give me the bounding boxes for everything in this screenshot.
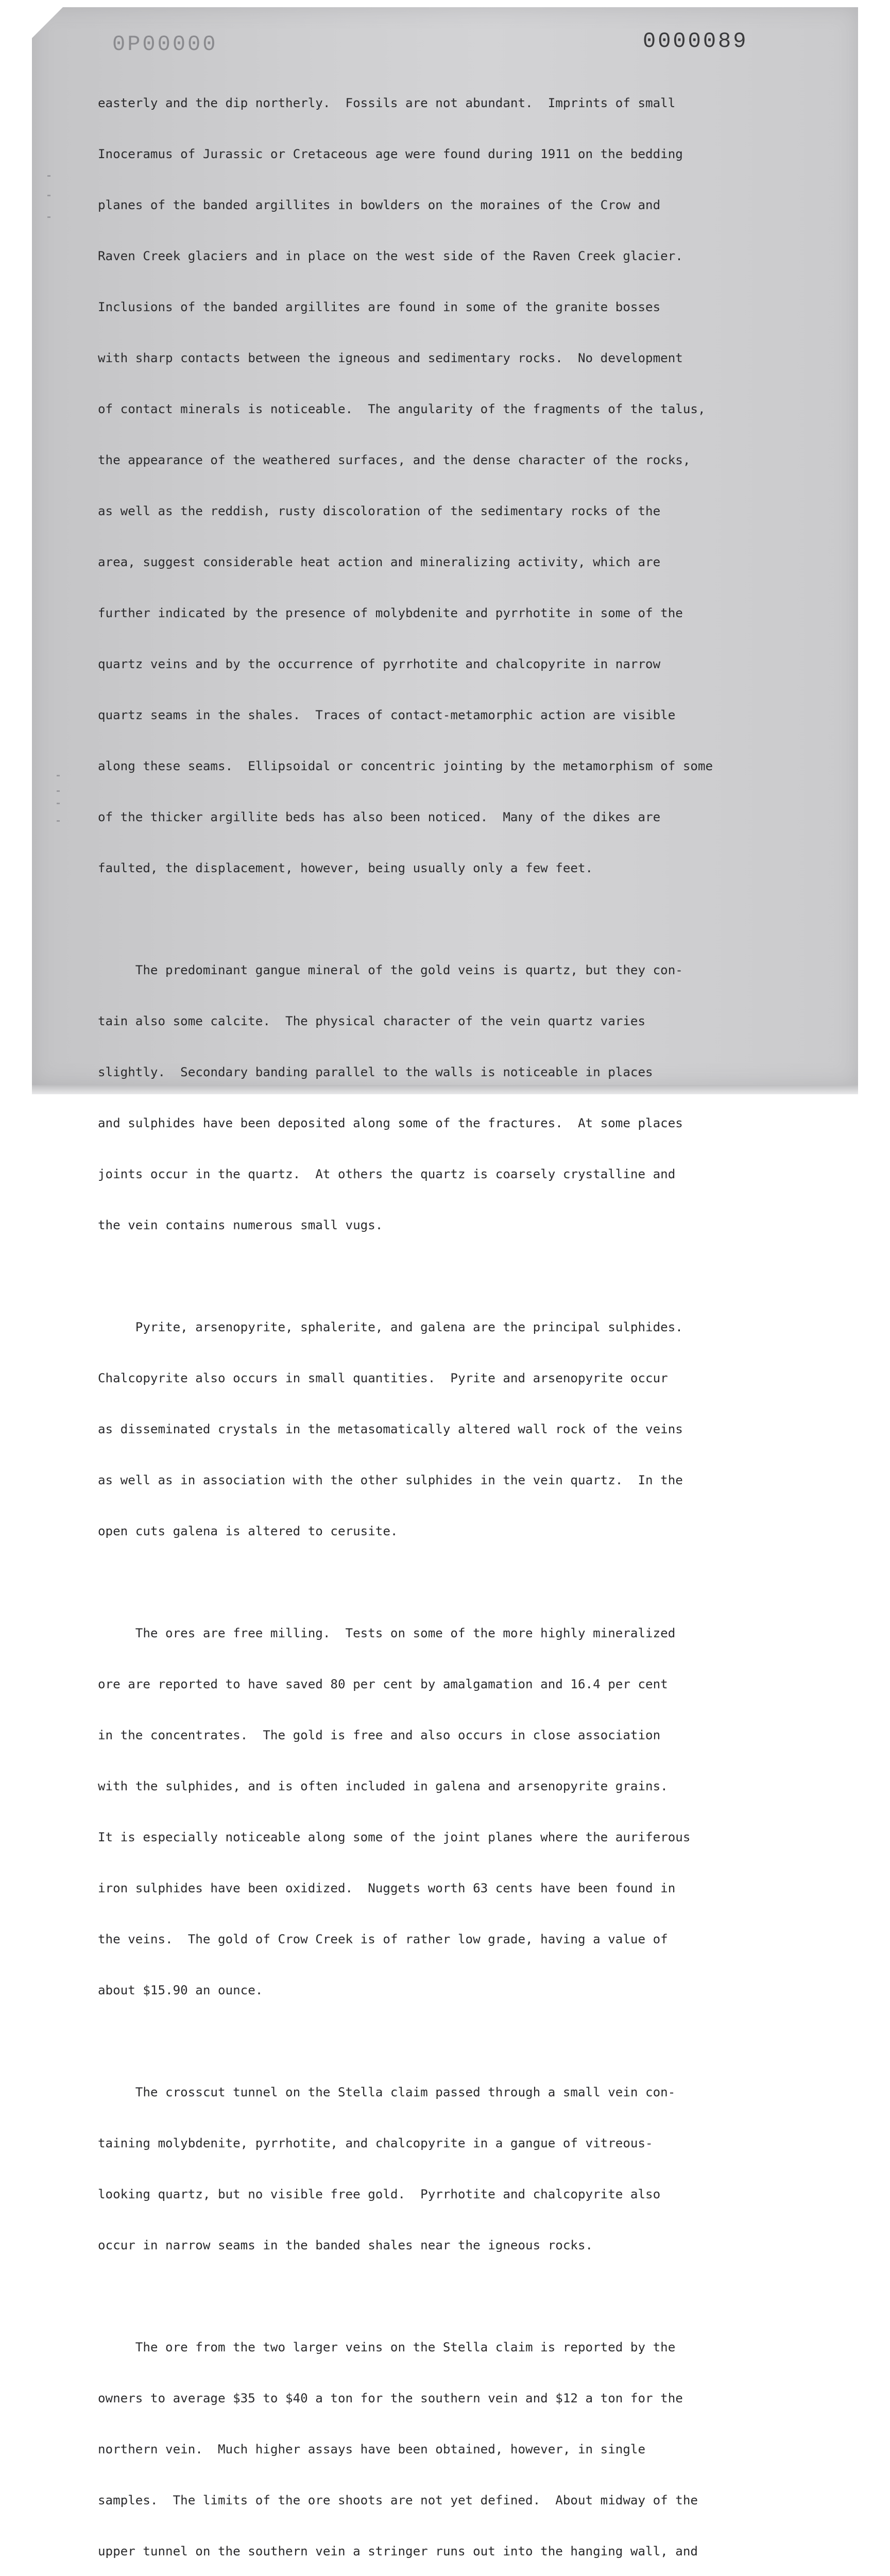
text-line: ore are reported to have saved 80 per cent by amalgamation and 16.4 per cent — [98, 1677, 668, 1691]
document-body — [98, 61, 809, 2576]
text-line: It is especially noticeable along some of the joint planes where the auriferous — [98, 1830, 691, 1844]
text-line: Inoceramus of Jurassic or Cretaceous age were found during 1911 on the bedding — [98, 147, 683, 161]
text-line: with sharp contacts between the igneous and sedimentary rocks. No development — [98, 351, 683, 365]
torn-corner — [32, 7, 63, 38]
text-line: looking quartz, but no visible free gold. Pyrrhotite and chalcopyrite also — [98, 2187, 661, 2201]
margin-mark — [57, 775, 60, 776]
margin-mark — [57, 790, 60, 792]
text-line: in the concentrates. The gold is free and also occurs in close association — [98, 1728, 661, 1742]
text-line: The ore from the two larger veins on the Stella claim is reported by the — [98, 2340, 676, 2354]
paragraph-2 — [98, 928, 809, 1268]
paragraph-6 — [98, 2305, 809, 2576]
text-line: Raven Creek glaciers and in place on the west side of the Raven Creek glacier. — [98, 249, 683, 263]
text-line: as well as in association with the other sulphides in the vein quartz. In the — [98, 1473, 683, 1487]
text-line: northern vein. Much higher assays have been obtained, however, in single — [98, 2442, 646, 2456]
text-line: the veins. The gold of Crow Creek is of rather low grade, having a value of — [98, 1932, 668, 1946]
page-stamp-left: 0P00000 — [112, 32, 218, 57]
margin-mark — [57, 820, 60, 822]
margin-mark — [57, 803, 60, 804]
text-line: the vein contains numerous small vugs. — [98, 1218, 383, 1232]
text-line: as disseminated crystals in the metasomatically altered wall rock of the veins — [98, 1422, 683, 1436]
paragraph-gap — [98, 2288, 809, 2305]
text-line: iron sulphides have been oxidized. Nuggets worth 63 cents have been found in — [98, 1881, 676, 1895]
text-line: Chalcopyrite also occurs in small quantities. Pyrite and arsenopyrite occur — [98, 1371, 668, 1385]
text-line: The ores are free milling. Tests on some of the more highly mineralized — [98, 1626, 676, 1640]
text-line: The crosscut tunnel on the Stella claim passed through a small vein con- — [98, 2085, 676, 2099]
text-line: faulted, the displacement, however, being usually only a few feet. — [98, 861, 593, 875]
paragraph-gap — [98, 911, 809, 928]
paragraph-1 — [98, 61, 809, 911]
paragraph-gap — [98, 2033, 809, 2050]
text-line: slightly. Secondary banding parallel to the walls is noticeable in places — [98, 1065, 653, 1079]
text-line: planes of the banded argillites in bowlders on the moraines of the Crow and — [98, 198, 661, 212]
text-line: upper tunnel on the southern vein a stringer runs out into the hanging wall, and — [98, 2544, 698, 2558]
text-line: The predominant gangue mineral of the gold veins is quartz, but they con- — [98, 963, 683, 977]
text-line: owners to average $35 to $40 a ton for the southern vein and $12 a ton for the — [98, 2391, 683, 2405]
margin-mark — [47, 175, 50, 177]
margin-mark — [47, 216, 50, 218]
text-line: quartz seams in the shales. Traces of contact-metamorphic action are visible — [98, 708, 676, 722]
text-line: along these seams. Ellipsoidal or concentric jointing by the metamorphism of some — [98, 759, 713, 773]
paragraph-4 — [98, 1591, 809, 2033]
page-stamp-right: 0000089 — [643, 29, 748, 54]
paragraph-gap — [98, 1574, 809, 1591]
text-line: joints occur in the quartz. At others the quartz is coarsely crystalline and — [98, 1167, 676, 1181]
text-line: further indicated by the presence of molybdenite and pyrrhotite in some of the — [98, 606, 683, 620]
text-line: about $15.90 an ounce. — [98, 1983, 263, 1997]
text-line: occur in narrow seams in the banded shales near the igneous rocks. — [98, 2238, 593, 2252]
text-line: as well as the reddish, rusty discoloration of the sedimentary rocks of the — [98, 504, 661, 518]
text-line: Inclusions of the banded argillites are found in some of the granite bosses — [98, 300, 661, 314]
text-line: samples. The limits of the ore shoots are not yet defined. About midway of the — [98, 2493, 698, 2507]
text-line: of the thicker argillite beds has also been noticed. Many of the dikes are — [98, 810, 661, 824]
margin-mark — [47, 195, 50, 196]
text-line: the appearance of the weathered surfaces, and the dense character of the rocks, — [98, 453, 691, 467]
text-line: with the sulphides, and is often included in galena and arsenopyrite grains. — [98, 1779, 668, 1793]
text-line: of contact minerals is noticeable. The angularity of the fragments of the talus, — [98, 402, 706, 416]
text-line: taining molybdenite, pyrrhotite, and chalcopyrite in a gangue of vitreous- — [98, 2136, 653, 2150]
paragraph-3 — [98, 1285, 809, 1574]
text-line: quartz veins and by the occurrence of pyrrhotite and chalcopyrite in narrow — [98, 657, 661, 671]
text-line: and sulphides have been deposited along some of the fractures. At some places — [98, 1116, 683, 1130]
text-line: open cuts galena is altered to cerusite. — [98, 1524, 398, 1538]
text-line: tain also some calcite. The physical character of the vein quartz varies — [98, 1014, 646, 1028]
text-line: Pyrite, arsenopyrite, sphalerite, and galena are the principal sulphides. — [98, 1320, 683, 1334]
paragraph-5 — [98, 2050, 809, 2288]
text-line: easterly and the dip northerly. Fossils are not abundant. Imprints of small — [98, 96, 676, 110]
text-line: area, suggest considerable heat action and mineralizing activity, which are — [98, 555, 661, 569]
paragraph-gap — [98, 1268, 809, 1285]
